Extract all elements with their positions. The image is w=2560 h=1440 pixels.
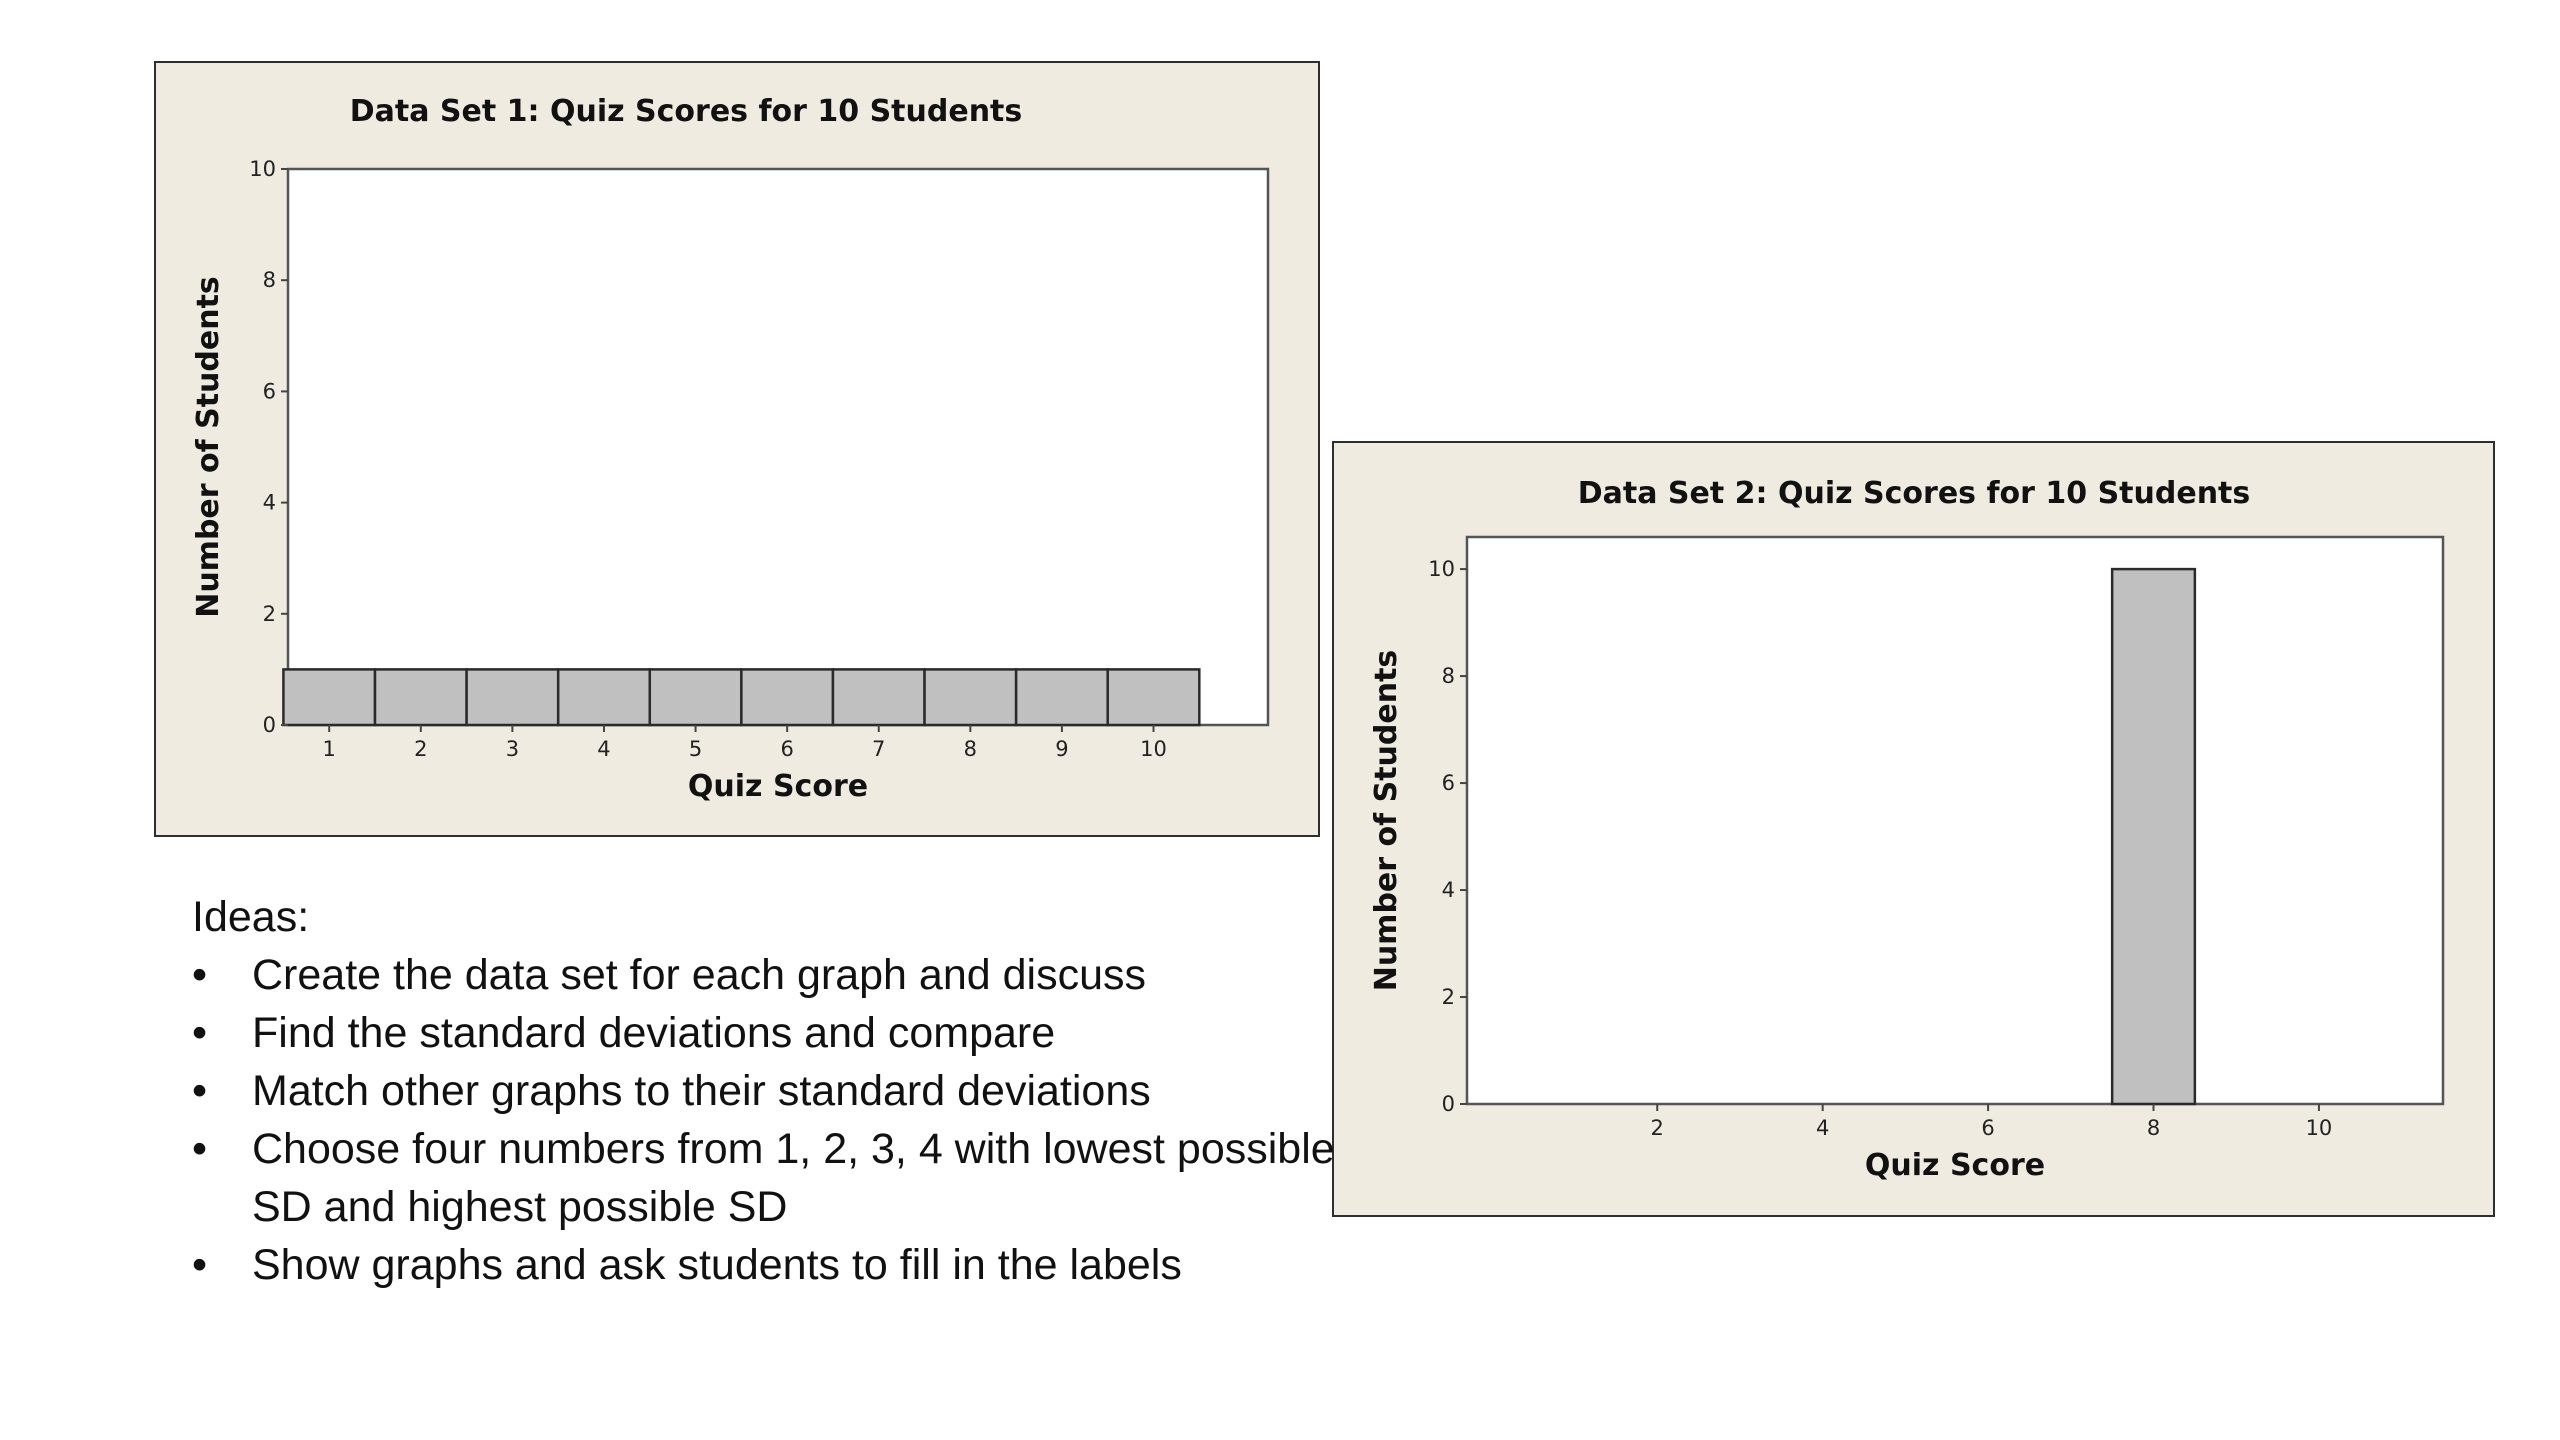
y-tick-label: 6 (1441, 771, 1455, 796)
y-tick-label: 4 (1441, 878, 1455, 903)
ideas-list (192, 888, 1342, 1294)
idea-text: Find the standard deviations and compare (252, 1009, 1056, 1057)
bar-8 (925, 669, 1017, 725)
bar-10 (1108, 669, 1200, 725)
bar-4 (558, 669, 650, 725)
bar-2 (375, 669, 467, 725)
bar-6 (741, 669, 833, 725)
y-tick-label: 10 (1428, 557, 1455, 582)
x-tick-label: 6 (1981, 1116, 1995, 1140)
bullet-icon: • (192, 951, 208, 999)
x-tick-label: 4 (597, 737, 611, 761)
bullet-icon: • (192, 1125, 208, 1173)
bar-1 (283, 669, 375, 725)
plot-area (1467, 537, 2443, 1104)
chart-data-set-2 (1334, 443, 2497, 1219)
idea-item (192, 1236, 1342, 1294)
y-tick-label: 4 (262, 490, 276, 515)
idea-text: Create the data set for each graph and discuss (252, 951, 1146, 999)
y-tick-label: 0 (262, 713, 276, 737)
y-axis-label: Number of Students (1369, 649, 1404, 992)
idea-text: Show graphs and ask students to fill in the labels (252, 1241, 1182, 1289)
chart-data-set-1 (156, 63, 1322, 839)
bullet-icon: • (192, 1009, 208, 1057)
x-tick-label: 2 (414, 737, 428, 761)
y-tick-label: 2 (262, 601, 276, 626)
y-tick-label: 8 (1441, 664, 1455, 689)
idea-item (192, 946, 1342, 1004)
chart-panel-data-set-2 (1332, 441, 2495, 1217)
x-tick-label: 10 (1140, 737, 1167, 761)
x-tick-label: 6 (780, 737, 794, 761)
x-tick-label: 5 (688, 737, 703, 761)
bar-8 (2112, 569, 2195, 1104)
bullet-icon: • (192, 1067, 208, 1115)
x-axis-label: Quiz Score (1864, 1148, 2046, 1183)
y-tick-label: 2 (1441, 985, 1455, 1010)
x-tick-label: 4 (1815, 1116, 1830, 1140)
x-tick-label: 7 (872, 737, 886, 761)
bar-5 (650, 669, 742, 725)
bullet-icon: • (192, 1241, 208, 1289)
bar-9 (1016, 669, 1108, 725)
x-tick-label: 2 (1650, 1116, 1664, 1140)
chart-panel-data-set-1 (154, 61, 1320, 837)
bar-7 (833, 669, 925, 725)
plot-area (288, 169, 1268, 725)
idea-item (192, 1062, 1342, 1120)
x-tick-label: 8 (963, 737, 978, 761)
y-tick-label: 0 (1441, 1092, 1455, 1116)
x-axis-label: Quiz Score (687, 769, 869, 804)
y-tick-label: 8 (262, 268, 276, 293)
chart-title: Data Set 1: Quiz Scores for 10 Students (349, 94, 1023, 129)
ideas-items (192, 946, 1342, 1294)
x-tick-label: 10 (2305, 1116, 2333, 1140)
x-tick-label: 8 (2146, 1116, 2161, 1140)
idea-item (192, 1004, 1342, 1062)
y-tick-label: 10 (249, 157, 276, 181)
x-tick-label: 1 (322, 737, 336, 761)
ideas-heading: Ideas: (192, 893, 310, 941)
idea-text: Match other graphs to their standard deviations (252, 1067, 1151, 1115)
x-tick-label: 3 (505, 737, 520, 761)
y-axis-label: Number of Students (191, 276, 226, 618)
idea-item (192, 1120, 1342, 1236)
idea-text: Choose four numbers from 1, 2, 3, 4 with lowest possible SD and highest possible SD (252, 1125, 1335, 1231)
bar-3 (467, 669, 559, 725)
x-tick-label: 9 (1055, 737, 1069, 761)
chart-title: Data Set 2: Quiz Scores for 10 Students (1577, 476, 2251, 511)
y-tick-label: 6 (262, 379, 276, 404)
